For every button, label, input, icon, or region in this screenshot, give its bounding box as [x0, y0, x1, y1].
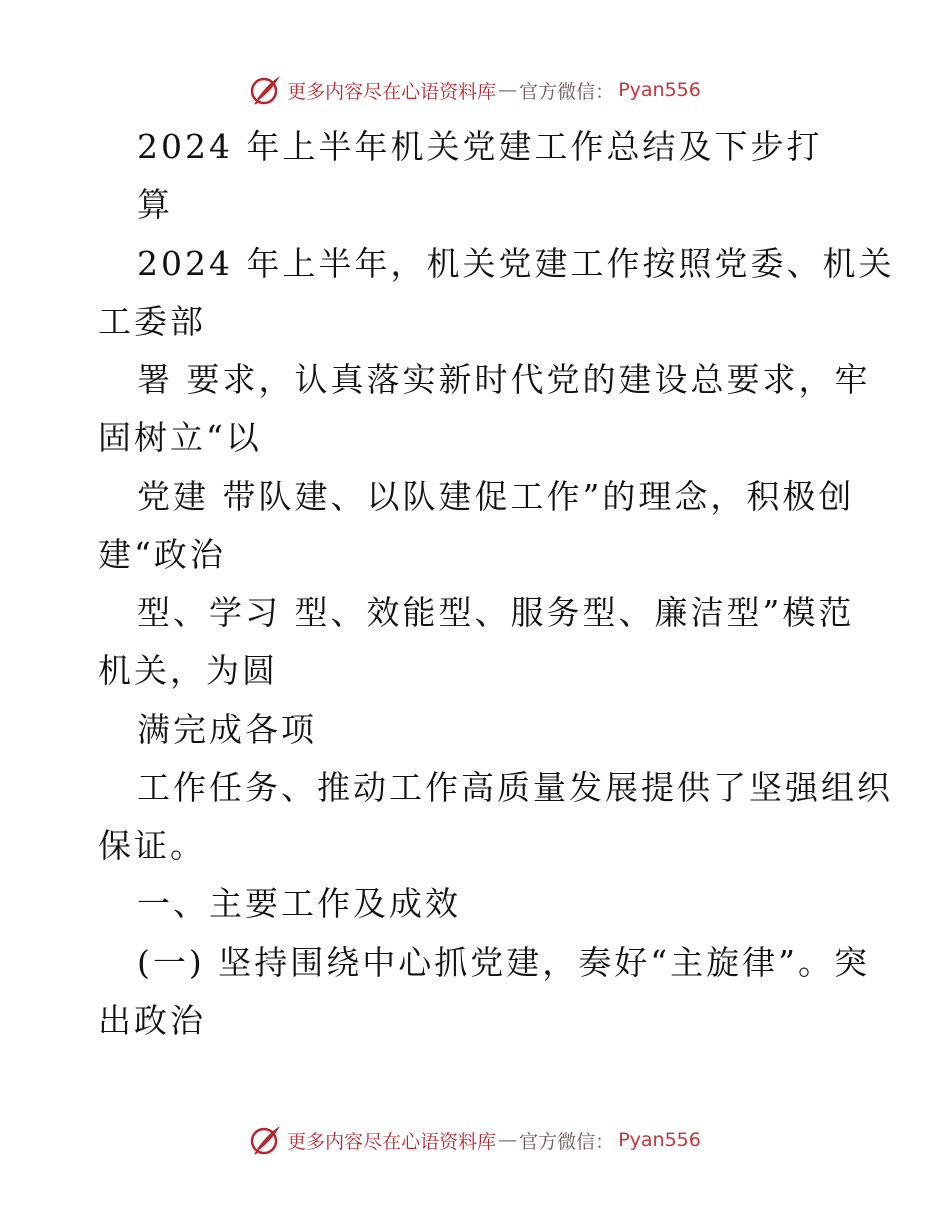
- doc-paragraph-line: 机关，为圆: [98, 651, 278, 690]
- banner-wechat-label: 官方微信：: [519, 80, 615, 103]
- banner-wechat-id: Pyan556: [618, 1129, 701, 1151]
- doc-paragraph-line: 固树立“以: [98, 418, 262, 457]
- doc-paragraph-line: 工委部: [98, 302, 206, 341]
- doc-paragraph-line: 工作任务、推动工作高质量发展提供了坚强组织: [137, 768, 893, 807]
- doc-paragraph-line: 型、学习 型、效能型、服务型、廉洁型”模范: [137, 593, 855, 632]
- doc-section-heading: 一、主要工作及成效: [137, 884, 461, 923]
- doc-subsection-line: (一) 坚持围绕中心抓党建，奏好“主旋律”。突: [137, 943, 870, 982]
- doc-paragraph-line: 建“政治: [98, 535, 226, 574]
- doc-paragraph-line: 党建 带队建、以队建促工作”的理念，积极创: [137, 477, 855, 516]
- doc-paragraph-line: 保证。: [98, 826, 206, 865]
- footer-banner: [0, 1120, 950, 1160]
- banner-separator: —: [498, 1129, 518, 1151]
- doc-title-line: 2024 年上半年机关党建工作总结及下步打: [137, 127, 823, 166]
- banner-wechat-id: Pyan556: [618, 79, 701, 101]
- banner-text: 更多内容尽在心语资料库: [287, 1130, 497, 1153]
- banner-separator: —: [498, 79, 518, 101]
- doc-paragraph-line: 满完成各项: [137, 710, 317, 749]
- doc-title-line: 算: [137, 185, 173, 224]
- feather-pen-logo-icon: [249, 1123, 283, 1157]
- doc-paragraph-line: 2024 年上半年，机关党建工作按照党委、机关: [137, 244, 895, 283]
- doc-subsection-line: 出政治: [98, 1001, 206, 1040]
- doc-paragraph-line: 署 要求，认真落实新时代党的建设总要求，牢: [137, 360, 871, 399]
- banner-wechat-label: 官方微信：: [519, 1130, 615, 1153]
- banner-text: 更多内容尽在心语资料库: [287, 80, 497, 103]
